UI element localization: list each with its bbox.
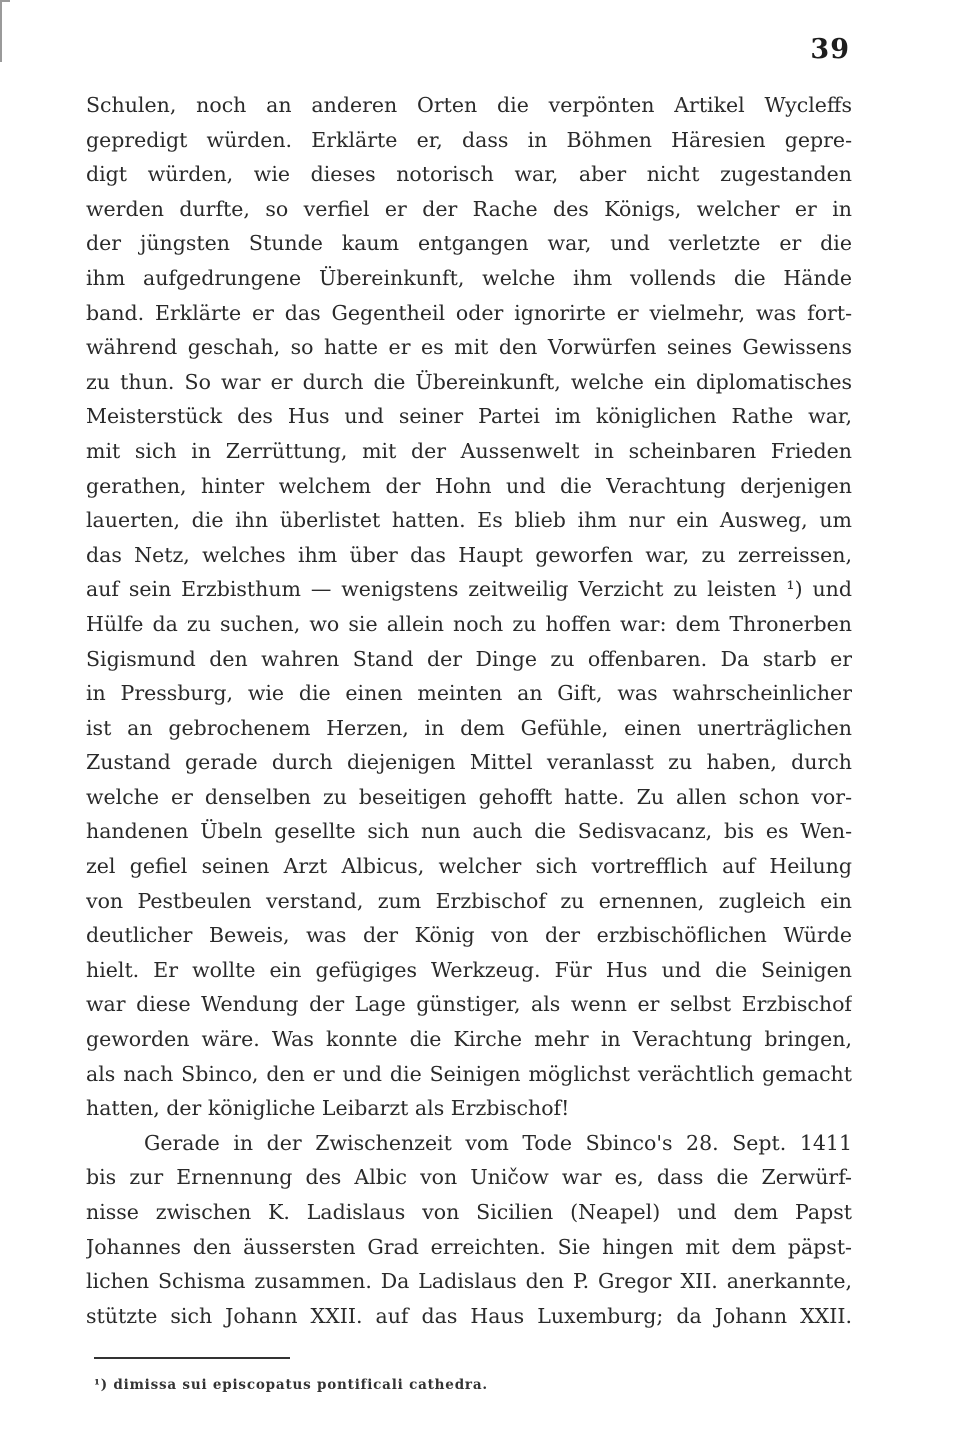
text-line: während geschah, so hatte er es mit den Vorwürfen seines Gewissens xyxy=(86,335,852,360)
text-line: bis zur Ernennung des Albic von Uničow war es, dass die Zerwürf- xyxy=(86,1165,852,1190)
page-edge-mark xyxy=(0,0,10,62)
text-line: hielt. Er wollte ein gefügiges Werkzeug. Für Hus und die Seinigen xyxy=(86,957,852,982)
text-line: Sigismund den wahren Stand der Dinge zu offenbaren. Da starb er xyxy=(86,646,852,671)
text-line: in Pressburg, wie die einen meinten an Gift, was wahrscheinlicher xyxy=(86,681,852,706)
text-line: das Netz, welches ihm über das Haupt geworfen war, zu zerreissen, xyxy=(86,542,852,567)
text-line: geworden wäre. Was konnte die Kirche mehr in Verachtung bringen, xyxy=(86,1027,852,1052)
text-line: welche er denselben zu beseitigen gehofft hatte. Zu allen schon vor- xyxy=(86,784,852,809)
paragraph-1 xyxy=(86,88,852,1126)
text-line: zu thun. So war er durch die Übereinkunft, welche ein diplomatisches xyxy=(86,369,852,394)
text-line: war diese Wendung der Lage günstiger, als wenn er selbst Erzbischof xyxy=(86,992,852,1017)
text-line: stützte sich Johann XXII. auf das Haus Luxemburg; da Johann XXII. xyxy=(86,1303,852,1328)
text-line: band. Erklärte er das Gegentheil oder ignorirte er vielmehr, was fort- xyxy=(86,300,852,325)
text-line: werden durfte, so verfiel er der Rache des Königs, welcher er in xyxy=(86,196,852,221)
text-line: ist an gebrochenem Herzen, in dem Gefühle, einen unerträglichen xyxy=(86,715,852,740)
text-line: der jüngsten Stunde kaum entgangen war, und verletzte er die xyxy=(86,231,852,256)
text-line: Zustand gerade durch diejenigen Mittel veranlasst zu haben, durch xyxy=(86,750,852,775)
text-line: auf sein Erzbisthum — wenigstens zeitweilig Verzicht zu leisten ¹) und xyxy=(86,577,852,602)
footnote xyxy=(94,1377,488,1393)
text-line: Johannes den äussersten Grad erreichten. Sie hingen mit dem päpst- xyxy=(86,1234,852,1259)
text-line: Gerade in der Zwischenzeit vom Tode Sbinco's 28. Sept. 1411 xyxy=(144,1130,852,1155)
text-line: Hülfe da zu suchen, wo sie allein noch zu hoffen war: dem Thronerben xyxy=(86,611,852,636)
text-line: ihm aufgedrungene Übereinkunft, welche ihm vollends die Hände xyxy=(86,265,852,290)
footnote-text: dimissa sui episcopatus pontificali cathedra. xyxy=(113,1377,488,1393)
text-line: Meisterstück des Hus und seiner Partei im königlichen Rathe war, xyxy=(86,404,852,429)
text-line: handenen Übeln gesellte sich nun auch die Sedisvacanz, bis es Wen- xyxy=(86,819,852,844)
text-line: gerathen, hinter welchem der Hohn und die Verachtung derjenigen xyxy=(86,473,852,498)
footnote-marker: ¹) xyxy=(94,1377,108,1393)
text-line: zel gefiel seinen Arzt Albicus, welcher sich vortrefflich auf Heilung xyxy=(86,854,852,879)
text-line: mit sich in Zerrüttung, mit der Aussenwelt in scheinbaren Frieden xyxy=(86,438,852,463)
text-line: lichen Schisma zusammen. Da Ladislaus den P. Gregor XII. anerkannte, xyxy=(86,1269,852,1294)
footnote-divider xyxy=(94,1357,290,1359)
text-line: Schulen, noch an anderen Orten die verpönten Artikel Wycleffs xyxy=(86,93,852,117)
paragraph-2 xyxy=(86,1126,852,1334)
text-line: hatten, der königliche Leibarzt als Erzbischof! xyxy=(86,1096,570,1121)
text-line: deutlicher Beweis, was der König von der erzbischöflichen Würde xyxy=(86,923,852,948)
page-number: 39 xyxy=(810,34,850,65)
text-line: nisse zwischen K. Ladislaus von Sicilien (Neapel) und dem Papst xyxy=(86,1200,852,1224)
text-line: lauerten, die ihn überlistet hatten. Es blieb ihm nur ein Ausweg, um xyxy=(86,508,852,533)
text-line: als nach Sbinco, den er und die Seinigen möglichst verächtlich gemacht xyxy=(86,1061,852,1086)
text-line: digt würden, wie dieses notorisch war, aber nicht zugestanden xyxy=(86,162,852,187)
body-text xyxy=(86,88,852,1333)
text-line: gepredigt würden. Erklärte er, dass in Böhmen Häresien gepre- xyxy=(86,127,852,152)
text-line: von Pestbeulen verstand, zum Erzbischof zu ernennen, zugleich ein xyxy=(86,888,852,913)
